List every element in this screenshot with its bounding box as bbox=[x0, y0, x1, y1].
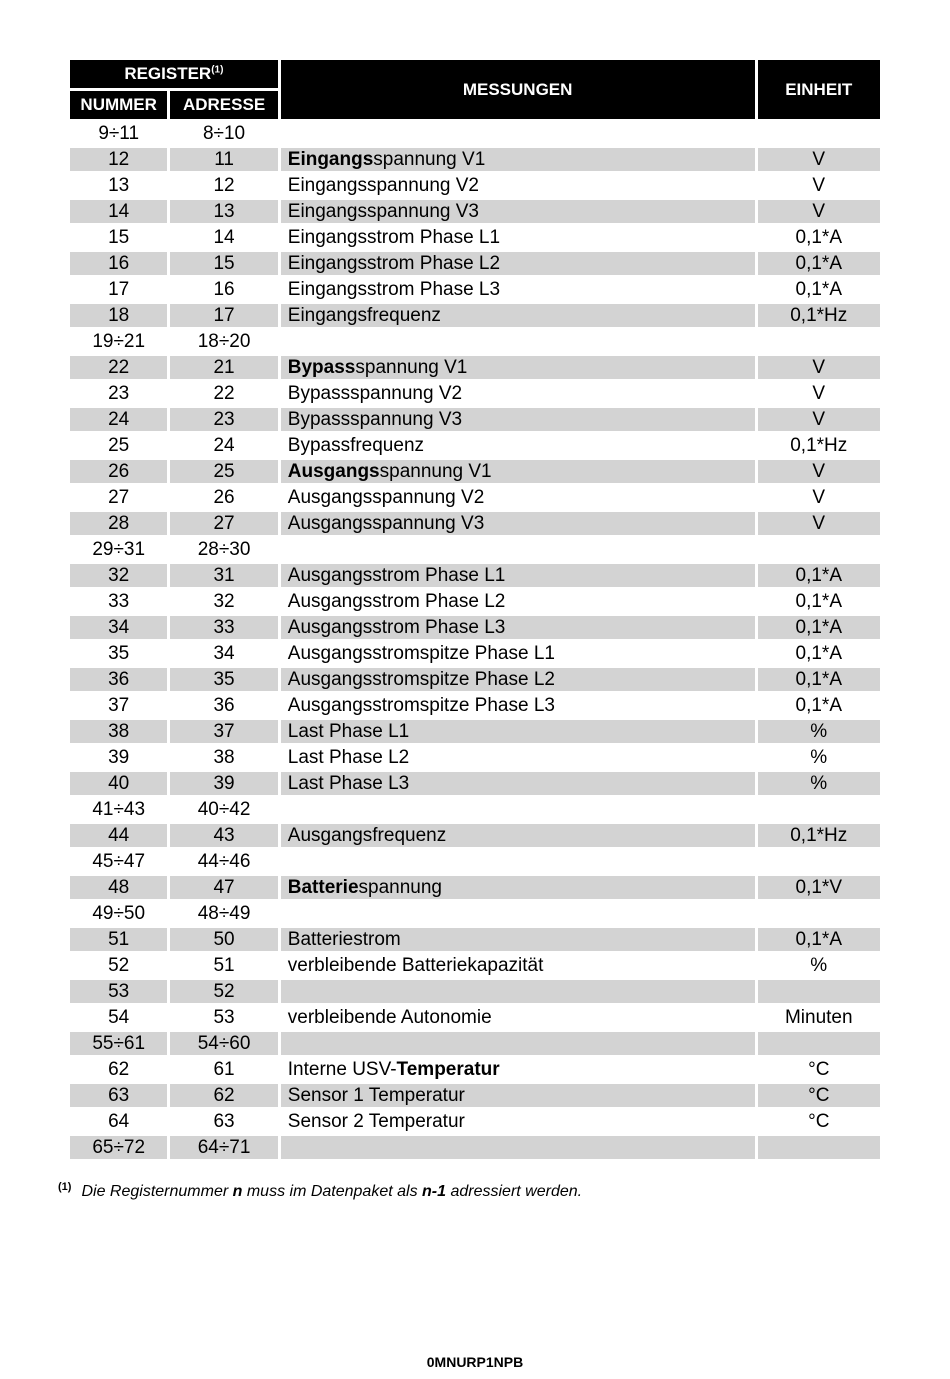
header-adresse: ADRESSE bbox=[170, 91, 277, 119]
footnote-mark: (1) bbox=[58, 1181, 72, 1193]
cell-adresse: 48÷49 bbox=[170, 902, 277, 925]
cell-nummer: 29÷31 bbox=[70, 538, 167, 561]
cell-messung bbox=[281, 226, 755, 249]
cell-einheit: 0,1*Hz bbox=[758, 434, 880, 457]
cell-nummer: 34 bbox=[70, 616, 167, 639]
table-row bbox=[70, 1110, 880, 1133]
cell-messung bbox=[281, 564, 755, 587]
cell-messung-text: verbleibende Batteriekapazität bbox=[287, 955, 544, 976]
cell-adresse: 11 bbox=[170, 148, 277, 171]
cell-messung bbox=[281, 512, 755, 535]
cell-adresse: 15 bbox=[170, 252, 277, 275]
cell-nummer: 18 bbox=[70, 304, 167, 327]
cell-einheit bbox=[758, 980, 880, 1003]
cell-adresse: 44÷46 bbox=[170, 850, 277, 873]
cell-adresse: 51 bbox=[170, 954, 277, 977]
cell-messung-text: Bypassspannung V3 bbox=[287, 409, 463, 430]
cell-messung bbox=[281, 720, 755, 743]
cell-messung bbox=[281, 1058, 755, 1081]
cell-nummer: 62 bbox=[70, 1058, 167, 1081]
table-row bbox=[70, 668, 880, 691]
cell-messung bbox=[281, 122, 755, 145]
cell-messung-text: Bypassspannung V2 bbox=[287, 383, 463, 404]
table-row bbox=[70, 590, 880, 613]
cell-einheit: 0,1*A bbox=[758, 226, 880, 249]
cell-einheit: V bbox=[758, 200, 880, 223]
cell-messung bbox=[281, 200, 755, 223]
cell-adresse: 14 bbox=[170, 226, 277, 249]
cell-messung-text: Eingangsstrom Phase L1 bbox=[287, 227, 501, 248]
cell-adresse: 12 bbox=[170, 174, 277, 197]
table-row bbox=[70, 512, 880, 535]
cell-messung bbox=[281, 824, 755, 847]
cell-nummer: 16 bbox=[70, 252, 167, 275]
cell-nummer: 9÷11 bbox=[70, 122, 167, 145]
cell-adresse: 22 bbox=[170, 382, 277, 405]
cell-messung-text: Batteriestrom bbox=[287, 929, 401, 950]
cell-messung bbox=[281, 382, 755, 405]
table-row bbox=[70, 200, 880, 223]
table-row bbox=[70, 1006, 880, 1029]
cell-messung-bold: Temperatur bbox=[396, 1059, 500, 1080]
cell-adresse: 34 bbox=[170, 642, 277, 665]
cell-messung bbox=[281, 850, 755, 873]
table-row bbox=[70, 538, 880, 561]
cell-messung bbox=[281, 148, 755, 171]
cell-messung bbox=[281, 174, 755, 197]
cell-messung-text: Eingangsspannung V2 bbox=[287, 175, 479, 196]
table-row bbox=[70, 330, 880, 353]
cell-einheit: 0,1*A bbox=[758, 278, 880, 301]
cell-nummer: 35 bbox=[70, 642, 167, 665]
cell-einheit: V bbox=[758, 512, 880, 535]
cell-nummer: 15 bbox=[70, 226, 167, 249]
cell-nummer: 26 bbox=[70, 460, 167, 483]
cell-nummer: 17 bbox=[70, 278, 167, 301]
cell-einheit: 0,1*A bbox=[758, 252, 880, 275]
table-row bbox=[70, 174, 880, 197]
cell-messung-text: Last Phase L3 bbox=[287, 773, 410, 794]
cell-messung bbox=[281, 278, 755, 301]
cell-adresse: 28÷30 bbox=[170, 538, 277, 561]
cell-einheit: V bbox=[758, 148, 880, 171]
cell-einheit: 0,1*Hz bbox=[758, 304, 880, 327]
cell-einheit: % bbox=[758, 720, 880, 743]
cell-nummer: 14 bbox=[70, 200, 167, 223]
table-row bbox=[70, 122, 880, 145]
table-row bbox=[70, 1084, 880, 1107]
cell-adresse: 52 bbox=[170, 980, 277, 1003]
cell-nummer: 41÷43 bbox=[70, 798, 167, 821]
header-nummer: NUMMER bbox=[70, 91, 167, 119]
cell-adresse: 24 bbox=[170, 434, 277, 457]
footnote-text: Die Registernummer bbox=[81, 1183, 233, 1200]
cell-adresse: 17 bbox=[170, 304, 277, 327]
cell-einheit: V bbox=[758, 486, 880, 509]
cell-einheit bbox=[758, 850, 880, 873]
cell-einheit: °C bbox=[758, 1110, 880, 1133]
cell-nummer: 24 bbox=[70, 408, 167, 431]
header-einheit: EINHEIT bbox=[758, 60, 880, 119]
cell-messung bbox=[281, 434, 755, 457]
table-row bbox=[70, 564, 880, 587]
cell-messung-text: Ausgangsstromspitze Phase L1 bbox=[287, 643, 555, 664]
cell-nummer: 65÷72 bbox=[70, 1136, 167, 1159]
cell-messung-text: Eingangsstrom Phase L2 bbox=[287, 253, 501, 274]
cell-messung bbox=[281, 902, 755, 925]
header-register-footnote-mark: (1) bbox=[211, 64, 224, 76]
cell-adresse: 35 bbox=[170, 668, 277, 691]
cell-messung bbox=[281, 1136, 755, 1159]
cell-messung bbox=[281, 876, 755, 899]
cell-messung-bold: Eingangs bbox=[287, 149, 374, 170]
cell-messung bbox=[281, 460, 755, 483]
cell-nummer: 23 bbox=[70, 382, 167, 405]
cell-messung bbox=[281, 330, 755, 353]
cell-einheit: 0,1*A bbox=[758, 668, 880, 691]
cell-einheit: 0,1*V bbox=[758, 876, 880, 899]
table-row bbox=[70, 850, 880, 873]
cell-einheit: V bbox=[758, 356, 880, 379]
cell-messung-text: Ausgangsspannung V2 bbox=[287, 487, 485, 508]
table-row bbox=[70, 278, 880, 301]
cell-adresse: 21 bbox=[170, 356, 277, 379]
table-row bbox=[70, 460, 880, 483]
cell-messung-text: Sensor 2 Temperatur bbox=[287, 1111, 465, 1132]
cell-einheit: °C bbox=[758, 1058, 880, 1081]
cell-adresse: 25 bbox=[170, 460, 277, 483]
table-row bbox=[70, 382, 880, 405]
cell-adresse: 13 bbox=[170, 200, 277, 223]
table-row bbox=[70, 694, 880, 717]
cell-nummer: 52 bbox=[70, 954, 167, 977]
cell-messung-text: Eingangsspannung V3 bbox=[287, 201, 479, 222]
table-header bbox=[70, 60, 880, 119]
cell-messung bbox=[281, 252, 755, 275]
footnote-n: n bbox=[232, 1183, 243, 1200]
cell-einheit bbox=[758, 330, 880, 353]
table-row bbox=[70, 954, 880, 977]
header-register: REGISTER$^{(1)}$ bbox=[70, 60, 278, 88]
cell-messung-text: Ausgangsfrequenz bbox=[287, 825, 447, 846]
cell-nummer: 25 bbox=[70, 434, 167, 457]
footnote bbox=[58, 1183, 582, 1201]
cell-adresse: 64÷71 bbox=[170, 1136, 277, 1159]
cell-nummer: 64 bbox=[70, 1110, 167, 1133]
footnote-text: muss im Datenpaket als bbox=[242, 1183, 423, 1200]
cell-messung bbox=[281, 1032, 755, 1055]
cell-messung bbox=[281, 746, 755, 769]
cell-einheit: 0,1*Hz bbox=[758, 824, 880, 847]
table-row bbox=[70, 720, 880, 743]
cell-messung-text: Ausgangsstrom Phase L2 bbox=[287, 591, 506, 612]
cell-adresse: 53 bbox=[170, 1006, 277, 1029]
cell-einheit: V bbox=[758, 408, 880, 431]
cell-nummer: 28 bbox=[70, 512, 167, 535]
cell-messung bbox=[281, 616, 755, 639]
cell-adresse: 63 bbox=[170, 1110, 277, 1133]
cell-messung-text: Ausgangsstromspitze Phase L2 bbox=[287, 669, 555, 690]
cell-messung-text: Sensor 1 Temperatur bbox=[287, 1085, 465, 1106]
cell-nummer: 45÷47 bbox=[70, 850, 167, 873]
table-row bbox=[70, 1032, 880, 1055]
cell-messung-text: spannung V1 bbox=[355, 357, 468, 378]
cell-adresse: 54÷60 bbox=[170, 1032, 277, 1055]
table-row bbox=[70, 1058, 880, 1081]
cell-einheit: % bbox=[758, 772, 880, 795]
cell-messung bbox=[281, 694, 755, 717]
cell-einheit: V bbox=[758, 382, 880, 405]
table-row bbox=[70, 252, 880, 275]
cell-einheit bbox=[758, 1032, 880, 1055]
cell-nummer: 13 bbox=[70, 174, 167, 197]
header-messungen: MESSUNGEN bbox=[281, 60, 755, 119]
cell-nummer: 40 bbox=[70, 772, 167, 795]
cell-messung bbox=[281, 980, 755, 1003]
cell-messung bbox=[281, 538, 755, 561]
table-row bbox=[70, 824, 880, 847]
cell-adresse: 8÷10 bbox=[170, 122, 277, 145]
cell-messung bbox=[281, 1110, 755, 1133]
cell-nummer: 51 bbox=[70, 928, 167, 951]
cell-messung-text: Ausgangsstrom Phase L3 bbox=[287, 617, 506, 638]
cell-messung-bold: Ausgangs bbox=[287, 461, 380, 482]
cell-nummer: 49÷50 bbox=[70, 902, 167, 925]
cell-einheit bbox=[758, 538, 880, 561]
cell-nummer: 36 bbox=[70, 668, 167, 691]
cell-nummer: 22 bbox=[70, 356, 167, 379]
cell-messung-text: verbleibende Autonomie bbox=[287, 1007, 492, 1028]
cell-nummer: 63 bbox=[70, 1084, 167, 1107]
table-row bbox=[70, 928, 880, 951]
cell-messung bbox=[281, 954, 755, 977]
cell-adresse: 38 bbox=[170, 746, 277, 769]
cell-messung-text: spannung V1 bbox=[379, 461, 492, 482]
table-row bbox=[70, 1136, 880, 1159]
table-row bbox=[70, 798, 880, 821]
cell-nummer: 44 bbox=[70, 824, 167, 847]
cell-adresse: 31 bbox=[170, 564, 277, 587]
cell-messung-text: Last Phase L1 bbox=[287, 721, 410, 742]
table-row bbox=[70, 772, 880, 795]
cell-adresse: 18÷20 bbox=[170, 330, 277, 353]
cell-messung-text: spannung V1 bbox=[373, 149, 486, 170]
cell-messung bbox=[281, 356, 755, 379]
table-row bbox=[70, 980, 880, 1003]
table-row bbox=[70, 486, 880, 509]
cell-einheit: 0,1*A bbox=[758, 642, 880, 665]
cell-adresse: 32 bbox=[170, 590, 277, 613]
cell-einheit: V bbox=[758, 174, 880, 197]
table-row bbox=[70, 902, 880, 925]
cell-einheit: 0,1*A bbox=[758, 564, 880, 587]
cell-messung-text: Last Phase L2 bbox=[287, 747, 410, 768]
register-table bbox=[67, 57, 883, 1162]
cell-messung bbox=[281, 772, 755, 795]
cell-einheit: 0,1*A bbox=[758, 694, 880, 717]
cell-adresse: 27 bbox=[170, 512, 277, 535]
document-code: 0MNURP1NPB bbox=[426, 1354, 524, 1370]
table-row bbox=[70, 148, 880, 171]
cell-einheit: Minuten bbox=[758, 1006, 880, 1029]
cell-einheit: 0,1*A bbox=[758, 928, 880, 951]
cell-messung-text: Interne USV- bbox=[287, 1059, 397, 1080]
cell-nummer: 32 bbox=[70, 564, 167, 587]
cell-adresse: 50 bbox=[170, 928, 277, 951]
footnote-n-1: n-1 bbox=[422, 1183, 447, 1200]
cell-messung bbox=[281, 798, 755, 821]
cell-nummer: 37 bbox=[70, 694, 167, 717]
cell-nummer: 27 bbox=[70, 486, 167, 509]
cell-nummer: 19÷21 bbox=[70, 330, 167, 353]
footnote-text: adressiert werden. bbox=[446, 1183, 583, 1200]
cell-einheit bbox=[758, 798, 880, 821]
cell-adresse: 62 bbox=[170, 1084, 277, 1107]
cell-adresse: 23 bbox=[170, 408, 277, 431]
cell-einheit bbox=[758, 122, 880, 145]
cell-adresse: 61 bbox=[170, 1058, 277, 1081]
cell-messung-text: Ausgangsstrom Phase L1 bbox=[287, 565, 506, 586]
cell-adresse: 47 bbox=[170, 876, 277, 899]
cell-messung-text: Ausgangsspannung V3 bbox=[287, 513, 485, 534]
table-row bbox=[70, 434, 880, 457]
table-row bbox=[70, 356, 880, 379]
cell-einheit: V bbox=[758, 460, 880, 483]
cell-messung bbox=[281, 1006, 755, 1029]
cell-einheit: 0,1*A bbox=[758, 590, 880, 613]
cell-adresse: 26 bbox=[170, 486, 277, 509]
cell-nummer: 55÷61 bbox=[70, 1032, 167, 1055]
table-row bbox=[70, 876, 880, 899]
cell-messung-text: Eingangsstrom Phase L3 bbox=[287, 279, 501, 300]
cell-adresse: 43 bbox=[170, 824, 277, 847]
cell-nummer: 53 bbox=[70, 980, 167, 1003]
cell-messung-text: Eingangsfrequenz bbox=[287, 305, 441, 326]
cell-nummer: 38 bbox=[70, 720, 167, 743]
table-row bbox=[70, 226, 880, 249]
cell-messung bbox=[281, 486, 755, 509]
table-row bbox=[70, 304, 880, 327]
table-row bbox=[70, 746, 880, 769]
cell-messung bbox=[281, 668, 755, 691]
cell-einheit: °C bbox=[758, 1084, 880, 1107]
cell-messung-text: spannung bbox=[358, 877, 442, 898]
cell-einheit: % bbox=[758, 954, 880, 977]
cell-nummer: 54 bbox=[70, 1006, 167, 1029]
cell-messung-text: Bypassfrequenz bbox=[287, 435, 425, 456]
cell-messung-bold: Bypass bbox=[287, 357, 356, 378]
cell-einheit: % bbox=[758, 746, 880, 769]
table-row bbox=[70, 642, 880, 665]
table-row bbox=[70, 616, 880, 639]
cell-messung bbox=[281, 642, 755, 665]
cell-messung bbox=[281, 408, 755, 431]
cell-adresse: 36 bbox=[170, 694, 277, 717]
cell-nummer: 33 bbox=[70, 590, 167, 613]
table-row bbox=[70, 408, 880, 431]
cell-adresse: 16 bbox=[170, 278, 277, 301]
table-body bbox=[70, 122, 880, 1159]
cell-messung-bold: Batterie bbox=[287, 877, 359, 898]
cell-einheit bbox=[758, 902, 880, 925]
cell-adresse: 33 bbox=[170, 616, 277, 639]
cell-messung-text: Ausgangsstromspitze Phase L3 bbox=[287, 695, 555, 716]
cell-messung bbox=[281, 928, 755, 951]
cell-nummer: 12 bbox=[70, 148, 167, 171]
cell-messung bbox=[281, 304, 755, 327]
cell-nummer: 48 bbox=[70, 876, 167, 899]
cell-adresse: 40÷42 bbox=[170, 798, 277, 821]
cell-einheit: 0,1*A bbox=[758, 616, 880, 639]
cell-messung bbox=[281, 590, 755, 613]
cell-einheit bbox=[758, 1136, 880, 1159]
cell-messung bbox=[281, 1084, 755, 1107]
cell-adresse: 37 bbox=[170, 720, 277, 743]
cell-nummer: 39 bbox=[70, 746, 167, 769]
cell-adresse: 39 bbox=[170, 772, 277, 795]
